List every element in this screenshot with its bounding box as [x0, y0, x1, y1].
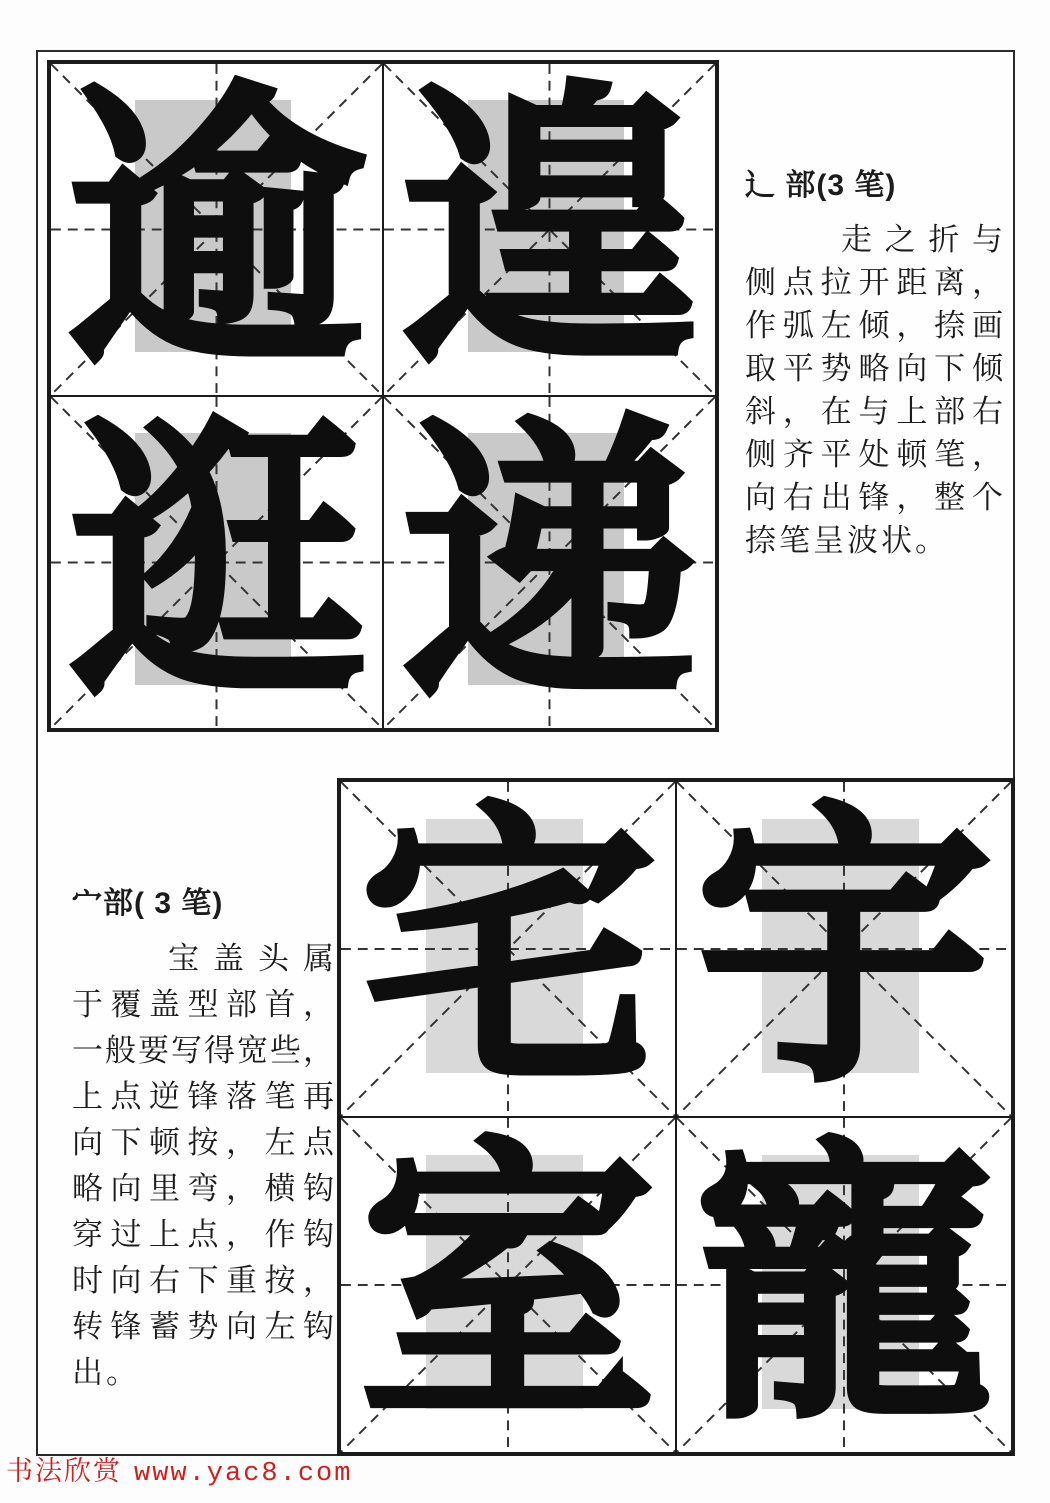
radical-section-mian	[72, 878, 334, 1396]
practice-cell	[50, 54, 383, 405]
section-body	[745, 218, 1003, 562]
practice-cell	[340, 774, 676, 1124]
body-line: 作弧左倾，捺画	[745, 308, 1003, 343]
body-line: 侧点拉开距离，	[745, 265, 1003, 300]
body-line: 时向右下重按，	[72, 1263, 334, 1298]
body-line: 走之折与	[841, 222, 1003, 257]
body-line: 穿过上点，作钩	[72, 1217, 334, 1252]
section-title: 辶 部(3 笔)	[745, 169, 897, 202]
body-line: 向下顿按，左点	[72, 1125, 334, 1160]
body-line: 一般要写得宽些，	[72, 1033, 334, 1068]
body-line: 出。	[72, 1355, 140, 1390]
body-line: 捺笔呈波状。	[745, 523, 949, 558]
radical-section-chuo	[745, 160, 1003, 562]
watermark-url: www.yac8.com	[134, 1459, 353, 1489]
practice-cell	[676, 774, 1012, 1124]
calligraphy-character: 宅	[359, 774, 657, 1124]
body-line: 向右出锋，整个	[745, 480, 1003, 515]
calligraphy-character: 遑	[400, 54, 699, 405]
practice-cell	[340, 1110, 676, 1460]
section-body	[72, 936, 334, 1396]
body-line: 转锋蓄势向左钩	[72, 1309, 334, 1344]
calligraphy-grid-top	[47, 54, 719, 738]
practice-cell	[383, 54, 716, 405]
calligraphy-character: 逛	[67, 387, 366, 738]
calligraphy-character: 宇	[695, 774, 993, 1124]
body-line: 侧齐平处顿笔，	[745, 437, 1003, 472]
section-title: 宀部( 3 笔)	[72, 887, 224, 920]
practice-cell	[676, 1110, 1012, 1460]
watermark	[6, 1449, 352, 1489]
calligraphy-grid-bottom	[337, 774, 1015, 1460]
calligraphy-character: 寵	[695, 1110, 993, 1460]
body-line: 略向里弯，横钩	[72, 1171, 334, 1206]
body-line: 斜，在与上部右	[745, 394, 1003, 429]
calligraphy-character: 室	[359, 1110, 657, 1460]
body-line: 上点逆锋落笔再	[72, 1079, 334, 1114]
body-line: 宝盖头属	[168, 941, 334, 976]
body-line: 于覆盖型部首，	[72, 987, 334, 1022]
calligraphy-character: 逾	[67, 54, 366, 405]
body-line: 取平势略向下倾	[745, 351, 1003, 386]
practice-cell	[383, 387, 716, 738]
calligraphy-character: 递	[400, 387, 699, 738]
practice-cell	[50, 387, 383, 738]
watermark-site-name: 书法欣赏	[6, 1456, 122, 1486]
